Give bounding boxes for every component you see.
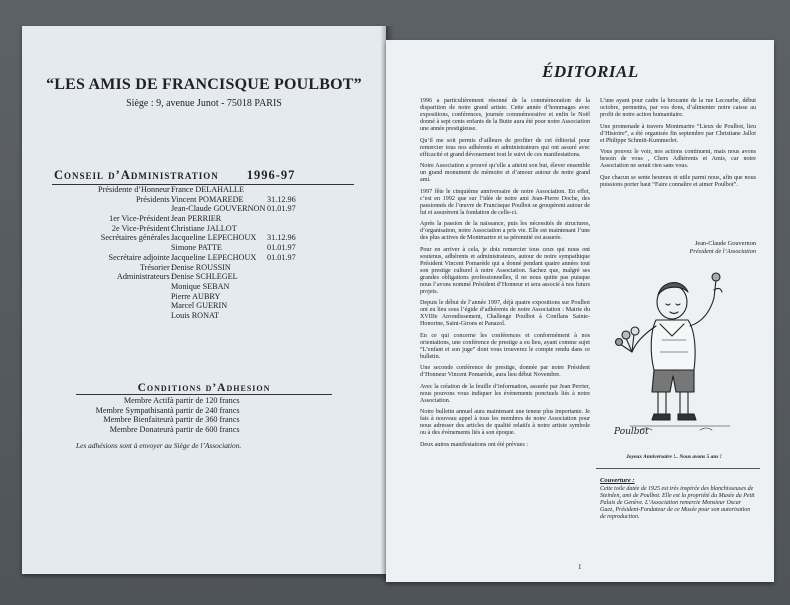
member-name: Simone PATTE bbox=[171, 243, 222, 253]
membership-note: Les adhésions sont à envoyer au Siège de l’Association. bbox=[76, 441, 242, 450]
paragraph: Notre bulletin annuel aura maintenant une teneur plus importante. Je fais à nouveau appel à tous les membres de notre Association pour nous adresser des articles de qualité relatifs à notre artiste symbole ou à des évènements liés à son époque. bbox=[420, 409, 590, 436]
role-label bbox=[58, 292, 174, 302]
member-name: Denise ROUSSIN bbox=[171, 262, 231, 272]
membership-type: Membre Bienfaiteur bbox=[103, 415, 170, 425]
role-label: Secrétaires générales : bbox=[100, 233, 174, 243]
role-label: 1er Vice-Président : bbox=[109, 214, 174, 224]
paragraph: Qu’il me soit permis d’ailleurs de profiter de cet éditorial pour remercier tous nos adhérents et administrateurs qui ont assuré avec efficacité et grand dévouement tout le suivi de ces manifestations. bbox=[420, 137, 590, 158]
term-date: 31.12.96 bbox=[267, 194, 296, 204]
member-name: Jean-Claude GOUVERNON bbox=[171, 204, 266, 214]
paragraph: Avec la création de la feuille d’information, assurée par Jean Perrier, nous pouvons vous indiquer les évènements ponctuels liés à notre Association. bbox=[420, 383, 590, 404]
role-label: Administrateurs : bbox=[116, 272, 174, 282]
member-name: France DELAHALLE bbox=[171, 185, 244, 194]
membership-fee: à partir de 600 francs bbox=[170, 425, 240, 435]
member-name: Monique SEBAN bbox=[171, 281, 230, 291]
conseil-heading bbox=[54, 168, 295, 183]
role-label: Présidents : bbox=[136, 194, 174, 204]
member-name: Christiane JALLOT bbox=[171, 223, 237, 233]
left-page bbox=[22, 26, 386, 574]
paragraph: Deux autres manifestations ont été prévues : bbox=[420, 441, 528, 448]
caption-rule bbox=[596, 468, 760, 469]
paragraph: Une seconde conférence de prestige, donnée par notre Président d’Honneur Vincent Pomarède, aura lieu début Novembre. bbox=[420, 365, 590, 378]
membership-labels bbox=[62, 396, 170, 435]
term-date bbox=[267, 214, 327, 224]
role-label bbox=[58, 301, 174, 311]
member-name: Jacqueline LEPECHOUX bbox=[171, 233, 257, 243]
term-date bbox=[267, 224, 327, 234]
signature-name: Jean-Claude Gouvernon bbox=[694, 240, 756, 247]
role-label: 2e Vice-Président : bbox=[111, 223, 174, 233]
membership-type: Membre Donateur bbox=[109, 425, 170, 435]
term-date bbox=[267, 301, 327, 311]
membership-type: Membre Sympathisant bbox=[95, 405, 170, 415]
membership-fee: à partir de 120 francs bbox=[170, 396, 240, 405]
editorial-signature bbox=[600, 240, 756, 255]
boy-with-flowers-illustration bbox=[610, 262, 746, 442]
role-label bbox=[58, 282, 174, 292]
association-title: “LES AMIS DE FRANCISQUE POULBOT” bbox=[46, 76, 362, 93]
membership-fee: à partir de 360 francs bbox=[170, 415, 240, 425]
page-number: 1 bbox=[578, 563, 582, 571]
date-column bbox=[267, 185, 327, 321]
member-name: Louis RONAT bbox=[171, 310, 219, 320]
term-date bbox=[267, 282, 327, 292]
role-label bbox=[58, 204, 174, 214]
paragraph: 1997 fête le cinquième anniversaire de notre Association. En effet, c’est en 1992 que sur l’idée de notre ami Jean-Pierre Doche, des passionnés de l’œuvre de Francisque Poulbot se groupèrent autour de lui et assurèrent la fondation de celle-ci. bbox=[420, 188, 590, 216]
role-column bbox=[58, 185, 174, 321]
paragraph: Que chacun se sente heureux et utile parmi nous, afin que nous puissions porter haut “Faire connaître et aimer Poulbot”. bbox=[600, 174, 756, 188]
paragraph: Depuis le début de l’année 1997, déjà quatre expositions sur Poulbot ont eu lieu sous l’égide d’adhérents de notre Association : Mairie du XVIIIe Arrondissement, Challenge Poulbot à Conflans Sainte-Honorine, Saint-Girons et Panazol. bbox=[420, 300, 590, 327]
membership-fee: à partir de 240 francs bbox=[170, 405, 240, 415]
term-date bbox=[267, 292, 327, 302]
conseil-year: 1996-97 bbox=[246, 168, 296, 182]
term-date bbox=[267, 185, 327, 195]
editorial-column-1 bbox=[420, 98, 590, 453]
illustration-signature: Poulbot bbox=[614, 427, 649, 437]
editorial-title: ÉDITORIAL bbox=[542, 62, 639, 81]
member-name: Jacqueline LEPECHOUX bbox=[171, 252, 257, 262]
paragraph: Après la passion de la naissance, puis les nécessités de structures, d’organisation, notre Association a pris vie. Elle est maintenant l’une des plus actives de Montmartre et sa pérennité est assurée. bbox=[420, 221, 590, 241]
siege-address: Siège : 9, avenue Junot - 75018 PARIS bbox=[126, 98, 282, 109]
role-label: Présidente d’Honneur : bbox=[98, 185, 174, 194]
couverture-text: Cette toile datée de 1925 est très inspirée des blanchisseuses de Steinlen, ami de Poulbot. Elle est la propriété du Musée du Petit Palais de Genève. L’Association remercie Monsieur Oscar Guez, Président-Fondateur de ce Musée pour son autorisation de reproduction. bbox=[600, 486, 755, 520]
role-label bbox=[58, 311, 174, 321]
paragraph: L’une ayant pour cadre la brocante de la rue Lecourbe, début octobre, permettra, par vos dons, d’alimenter notre caisse au profit de notre action humanitaire. bbox=[600, 98, 756, 118]
paragraph: En ce qui concerne les conférences et conformément à nos orientations, une conférence de prestige a eu lieu, ayant comme sujet “L’enfant et son juge” dont vous trouverez le compte rendu dans ce bulletin. bbox=[420, 332, 590, 360]
member-name: Vincent POMAREDE bbox=[171, 194, 244, 204]
role-label: Trésorier : bbox=[139, 262, 174, 272]
member-name: Pierre AUBRY bbox=[171, 291, 221, 301]
right-page bbox=[386, 40, 774, 582]
paragraph: Une promenade à travers Montmartre “Lieux de Poulbot, lieu d’Histoire”, a été organisée fin septembre par Christiane Jallot et Philippe Schmitt-Kummerlet. bbox=[600, 123, 756, 144]
term-date: 01.01.97 bbox=[267, 252, 296, 262]
paragraph: Notre Association a prouvé qu’elle a atteint son but, élever ensemble un grand monument de mémoire et d’amour autour de notre grand ami. bbox=[420, 163, 590, 183]
conseil-heading-text: Conseil d’Administration bbox=[54, 168, 219, 182]
member-name: Marcel GUERIN bbox=[171, 301, 228, 311]
paragraph: Vous pouvez le voir, nos actions continuent, mais nous avons besoin de vous , Chers Adhérents et Amis, car notre Association ne serait rien sans vous. bbox=[600, 149, 756, 169]
paragraph: Pour en arriver à cela, je dois remercier tous ceux qui nous ont soutenus, adhérents et administrateurs, autour de notre sympathique Président Vincent Pomarède qui a donné pendant quatre années tout son prestige culturel à notre Association. Sachez que, malgré ses grandes obligations professionnelles, il ne nous quitte pas puisque nous l’avons nommé Président d’Honneur et sera associé à nos futurs projets. bbox=[420, 246, 590, 295]
term-date bbox=[267, 311, 327, 321]
couverture-title: Couverture : bbox=[600, 477, 635, 484]
term-date bbox=[267, 263, 327, 273]
illustration-caption: Joyeux Anniversaire !.. Nous avons 5 ans ! bbox=[626, 454, 722, 460]
role-label bbox=[58, 243, 174, 253]
term-date: 01.01.97 bbox=[267, 204, 296, 214]
membership-type: Membre Actif bbox=[123, 396, 170, 405]
editorial-column-2 bbox=[600, 98, 756, 193]
paragraph: 1996 a particulièrement résonné de la commémoration de la disparition de notre grand artiste. Cette année d’hommages avec expositions, conférences, journée commémorative et enfin le Noël donné à sept cents enfants de la Butte aura été pour notre Association une année prestigieuse. bbox=[420, 98, 590, 132]
membership-fees bbox=[170, 396, 280, 435]
member-name: Jean PERRIER bbox=[171, 214, 222, 224]
term-date: 01.01.97 bbox=[267, 243, 296, 253]
signature-role: Président de l’Association bbox=[689, 247, 756, 255]
term-date: 31.12.96 bbox=[267, 233, 296, 243]
conditions-rule bbox=[76, 394, 332, 395]
term-date bbox=[267, 272, 327, 282]
member-name: Denise SCHLEGEL bbox=[171, 272, 238, 282]
role-label: Secrétaire adjointe : bbox=[108, 252, 174, 262]
conditions-heading: Conditions d’Adhesion bbox=[137, 382, 271, 394]
